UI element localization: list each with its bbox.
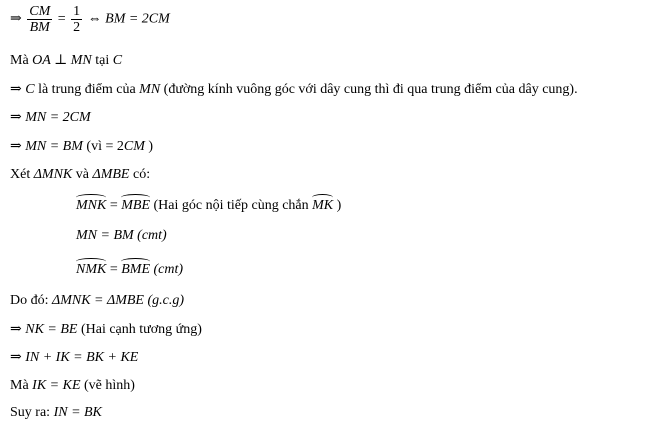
fraction-denominator: 2 (73, 20, 81, 35)
equals-sign: = (57, 11, 66, 27)
fraction-one-half (71, 4, 82, 35)
implies-symbol: ⇒ (10, 322, 26, 337)
math-expression: MN = 2CM (25, 110, 91, 125)
text: Xét (10, 167, 34, 182)
math-expression: BM = 2CM (105, 11, 170, 27)
implies-symbol: ⇒ (10, 350, 26, 365)
fraction-numerator: CM (29, 4, 51, 19)
text: ) (144, 139, 154, 154)
math-expression: MN = BM (cmt) (76, 228, 167, 243)
equals-sign: = (106, 198, 122, 213)
line-nk-be (10, 322, 202, 338)
iff-symbol: ⇔ (87, 11, 102, 27)
text: Mà (10, 53, 33, 68)
fraction-cm-bm (27, 4, 52, 35)
text: (đường kính vuông góc với dây cung thì đi qua trung điểm của dây cung). (160, 82, 578, 97)
line-angles-inscribed (76, 198, 341, 214)
implies-symbol: ⇒ (10, 82, 26, 97)
math-expression: C (25, 82, 35, 97)
angle-mbe: MBE (121, 198, 151, 213)
math-expression: C (112, 53, 123, 68)
math-expression: IK = KE (32, 378, 81, 393)
line-consider-triangles (10, 167, 150, 183)
angle-mnk: MNK (76, 198, 107, 213)
text: (vẽ hình) (80, 378, 135, 393)
fraction-numerator: 1 (73, 4, 81, 19)
line-mn-bm-cmt (76, 228, 167, 244)
math-expression: ΔMNK = ΔMBE (g.c.g) (52, 293, 185, 308)
line-perpendicular (10, 53, 122, 69)
math-expression: MN (139, 82, 161, 97)
text: (vì = 2 (82, 139, 124, 154)
text: (Hai cạnh tương ứng) (77, 322, 202, 337)
text: tại (91, 53, 113, 68)
math-expression: ΔMBE (92, 167, 130, 182)
implies-symbol: ⇒ (10, 139, 26, 154)
math-expression: MN = BM (25, 139, 83, 154)
text: Suy ra: (10, 405, 54, 420)
text: (Hai góc nội tiếp cùng chắn (150, 198, 313, 213)
math-expression: ΔMNK (33, 167, 73, 182)
line-conclusion (10, 405, 102, 421)
math-expression: IN = BK (53, 405, 102, 420)
line-sum (10, 350, 138, 366)
line-congruent (10, 293, 184, 309)
line-midpoint (10, 82, 578, 98)
line-ratio (10, 4, 170, 35)
text: Mà (10, 378, 33, 393)
math-expression: CM (123, 139, 145, 154)
fraction-denominator: BM (27, 19, 52, 35)
angle-bme: BME (121, 262, 151, 277)
line-mn-2cm (10, 110, 91, 126)
implies-symbol: ⇒ (10, 110, 26, 125)
implies-symbol: ⇒ (10, 11, 22, 27)
equals-sign: = (106, 262, 122, 277)
text: ) (333, 198, 342, 213)
text: Do đó: (10, 293, 52, 308)
math-expression: OA ⊥ MN (32, 53, 92, 68)
angle-nmk: NMK (76, 262, 107, 277)
line-ik-ke (10, 378, 135, 394)
text: là trung điểm của (34, 82, 140, 97)
math-expression: NK = BE (25, 322, 78, 337)
line-angles-cmt (76, 262, 183, 278)
math-expression: IN + IK = BK + KE (25, 350, 139, 365)
text: và (72, 167, 93, 182)
math-expression: (cmt) (150, 262, 184, 277)
text: có: (129, 167, 151, 182)
arc-mk: MK (312, 198, 334, 213)
line-mn-bm (10, 139, 153, 155)
